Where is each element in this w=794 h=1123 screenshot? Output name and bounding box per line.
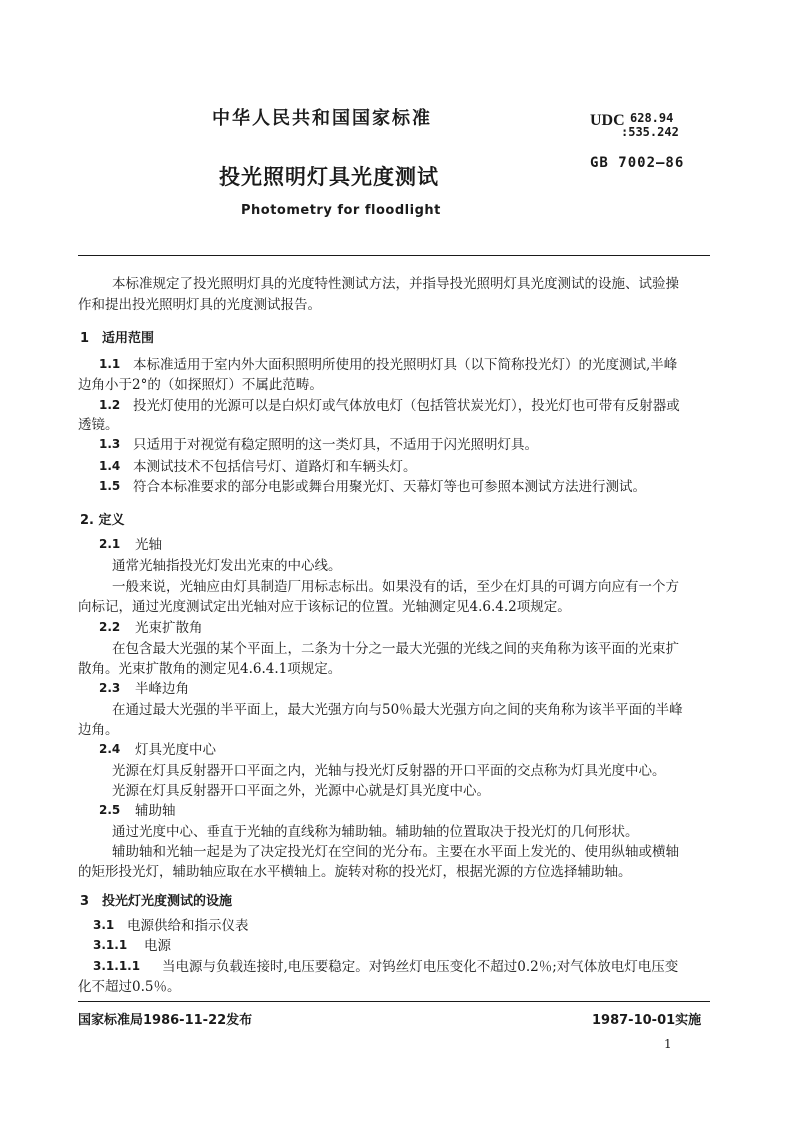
clause-3-1-number: 3.1: [93, 918, 115, 932]
intro-line-2: 作和提出投光照明灯具的光度测试报告。: [78, 297, 321, 313]
clause-2-4-para-1: 光源在灯具反射器开口平面之内，光轴与投光灯反射器的开口平面的交点称为灯具光度中心。: [112, 763, 666, 779]
udc-label: UDC: [590, 112, 625, 129]
clause-3-1-title: 电源供给和指示仪表: [127, 918, 249, 934]
udc-code-line2: :535.242: [621, 125, 679, 139]
clause-1-4-number: 1.4: [99, 459, 121, 473]
clause-2-1-para-2-line-2: 向标记，通过光度测试定出光轴对应于该标记的位置。光轴测定见4.6.4.2项规定。: [78, 599, 571, 615]
header-rule: [78, 255, 710, 256]
standard-org-title: 中华人民共和国国家标准: [212, 108, 432, 129]
clause-2-2-para-line-1: 在包含最大光强的某个平面上，二条为十分之一最大光强的光线之间的夹角称为该平面的光束扩: [112, 641, 679, 657]
document-title-en: Photometry for floodlight: [241, 203, 441, 218]
clause-2-1-title: 光轴: [135, 537, 162, 553]
footer-rule: [78, 1001, 710, 1002]
clause-1-4-text: 本测试技术不包括信号灯、道路灯和车辆头灯。: [133, 459, 417, 475]
clause-3-1-1-1-number: 3.1.1.1: [93, 959, 141, 973]
document-title-cn: 投光照明灯具光度测试: [219, 165, 439, 189]
clause-1-2-line-2: 透镜。: [78, 417, 119, 433]
clause-1-5-text: 符合本标准要求的部分电影或舞台用聚光灯、天幕灯等也可参照本测试方法进行测试。: [133, 479, 646, 495]
udc-code-line1: 628.94: [630, 111, 674, 125]
clause-3-1-1-1-line-2: 化不超过0.5％。: [78, 979, 181, 995]
clause-2-4-number: 2.4: [99, 742, 121, 756]
clause-2-5-number: 2.5: [99, 803, 121, 817]
clause-1-2-number: 1.2: [99, 398, 121, 412]
clause-2-1-para-2-line-1: 一般来说，光轴应由灯具制造厂用标志标出。如果没有的话，至少在灯具的可调方向应有一个方: [112, 579, 679, 595]
clause-1-1-line-2: 边角小于2°的（如探照灯）不属此范畴。: [78, 377, 323, 393]
clause-3-1-1-1-line-1: 当电源与负载连接时,电压要稳定。对钨丝灯电压变化不超过0.2％;对气体放电灯电压变: [162, 959, 679, 975]
clause-2-3-para-line-1: 在通过最大光强的半平面上，最大光强方向与50％最大光强方向之间的夹角称为该半平面的半峰: [112, 702, 683, 718]
section-1-heading: 1 适用范围: [80, 331, 155, 346]
clause-2-4-title: 灯具光度中心: [135, 742, 216, 758]
clause-2-2-para-line-2: 散角。光束扩散角的测定见4.6.4.1项规定。: [78, 661, 342, 677]
clause-2-5-para-1: 通过光度中心、垂直于光轴的直线称为辅助轴。辅助轴的位置取决于投光灯的几何形状。: [112, 824, 639, 840]
clause-2-1-para-1: 通常光轴指投光灯发出光束的中心线。: [112, 558, 342, 574]
gb-number: GB 7002—86: [590, 155, 685, 171]
clause-2-4-para-2: 光源在灯具反射器开口平面之外，光源中心就是灯具光度中心。: [112, 783, 490, 799]
issue-date: 国家标准局1986-11-22发布: [78, 1013, 253, 1028]
clause-1-2-line-1: 投光灯使用的光源可以是白炽灯或气体放电灯（包括管状炭光灯），投光灯也可带有反射器或: [133, 398, 680, 414]
clause-1-3-number: 1.3: [99, 437, 121, 451]
clause-1-1-number: 1.1: [99, 357, 121, 371]
clause-2-5-title: 辅助轴: [135, 803, 176, 819]
clause-1-3-text: 只适用于对视觉有稳定照明的这一类灯具，不适用于闪光照明灯具。: [133, 437, 538, 453]
section-3-heading: 3 投光灯光度测试的设施: [80, 894, 233, 909]
clause-2-3-number: 2.3: [99, 681, 121, 695]
clause-2-2-number: 2.2: [99, 620, 121, 634]
clause-2-3-title: 半峰边角: [135, 681, 189, 697]
clause-2-3-para-line-2: 边角。: [78, 722, 119, 738]
clause-2-1-number: 2.1: [99, 537, 121, 551]
clause-2-5-para-2-line-2: 的矩形投光灯，辅助轴应取在水平横轴上。旋转对称的投光灯，根据光源的方位选择辅助轴。: [78, 864, 632, 880]
page-number: 1: [664, 1037, 672, 1051]
clause-3-1-1-number: 3.1.1: [93, 938, 128, 952]
clause-2-2-title: 光束扩散角: [135, 620, 203, 636]
intro-line-1: 本标准规定了投光照明灯具的光度特性测试方法，并指导投光照明灯具光度测试的设施、试验操: [112, 276, 679, 292]
clause-2-5-para-2-line-1: 辅助轴和光轴一起是为了决定投光灯在空间的光分布。主要在水平面上发光的、使用纵轴或横轴: [112, 844, 679, 860]
clause-1-1-line-1: 本标准适用于室内外大面积照明所使用的投光照明灯具（以下简称投光灯）的光度测试,半峰: [133, 357, 678, 373]
effective-date: 1987-10-01实施: [592, 1013, 702, 1028]
section-2-heading: 2. 定义: [80, 513, 125, 528]
clause-3-1-1-title: 电源: [144, 938, 171, 954]
clause-1-5-number: 1.5: [99, 479, 121, 493]
